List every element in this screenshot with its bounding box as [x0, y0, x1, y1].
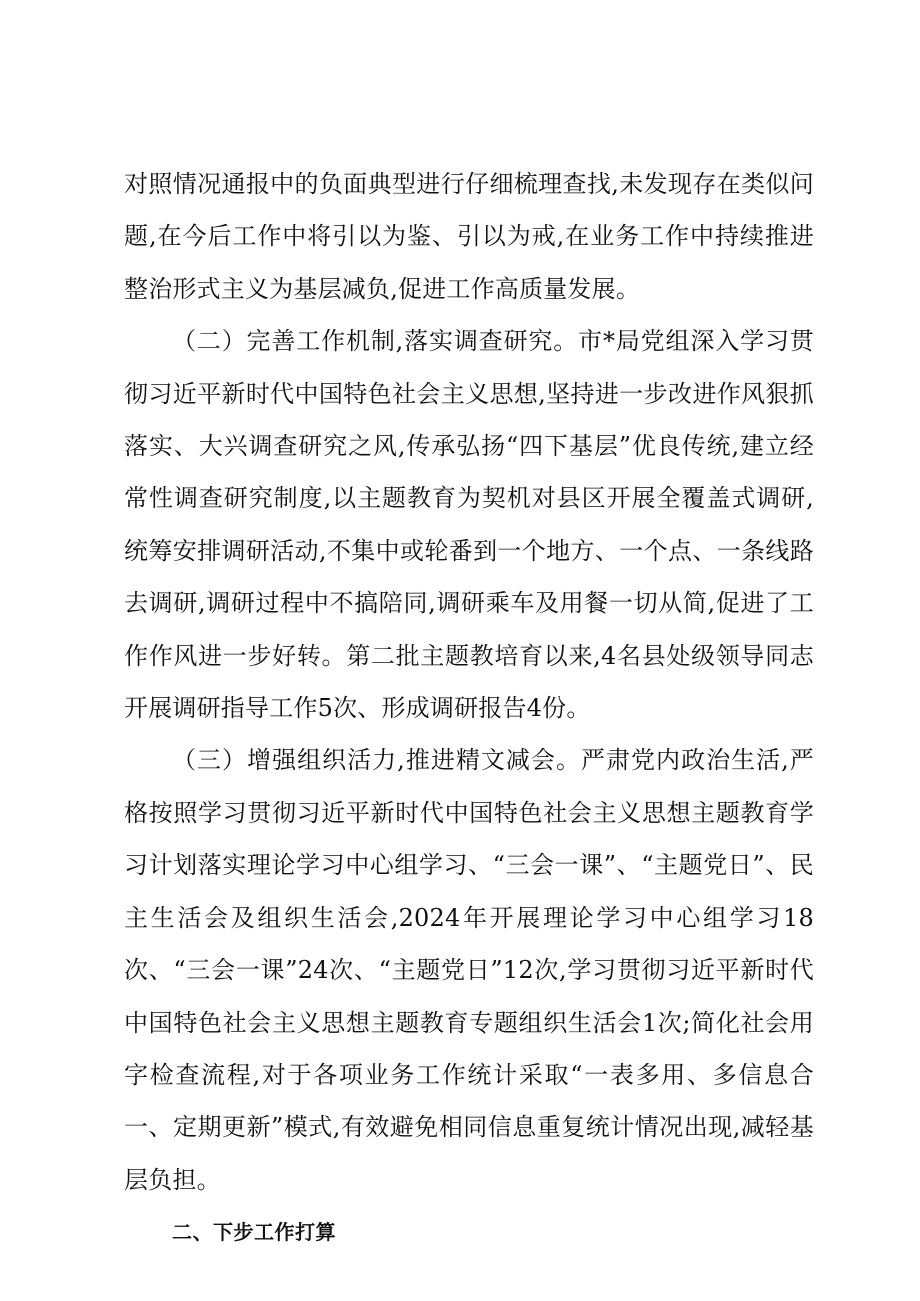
paragraph-work-mechanism: （二）完善工作机制,落实调查研究。市*局党组深入学习贯彻习近平新时代中国特色社会主义思想,坚持进一步改进作风狠抓落实、大兴调查研究之风,传承弘扬“四下基层”优良传统,建立经常性调查研究制度,以主题教育为契机对县区开展全覆盖式调研,统筹安排调研活动,不集中或轮番到一个地方、一个点、一条线路去调研,调研过程中不搞陪同,调研乘车及用餐一切从简,促进了工作作风进一步好转。第二批主题教培育以来,4名县处级领导同志开展调研指导工作5次、形成调研报告4份。 [124, 327, 814, 723]
paragraph-organization-vitality: （三）增强组织活力,推进精文减会。严肃党内政治生活,严格按照学习贯彻习近平新时代中国特色社会主义思想主题教育学习计划落实理论学习中心组学习、“三会一课”、“主题党日”、民主生活会及组织生活会,2024年开展理论学习中心组学习18次、“三会一课”24次、“主题党日”12次,学习贯彻习近平新时代中国特色社会主义思想主题教育专题组织生活会1次;简化社会用字检查流程,对于各项业务工作统计采取“一表多用、多信息合一、定期更新”模式,有效避免相同信息重复统计情况出现,减轻基层负担。 [124, 746, 814, 1194]
paragraph-continuation: 对照情况通报中的负面典型进行仔细梳理查找,未发现存在类似问题,在今后工作中将引以为鉴、引以为戒,在业务工作中持续推进整治形式主义为基层减负,促进工作高质量发展。 [124, 170, 814, 303]
section-heading-next-steps: 二、下步工作打算 [172, 1220, 336, 1245]
document-body [124, 158, 814, 1258]
